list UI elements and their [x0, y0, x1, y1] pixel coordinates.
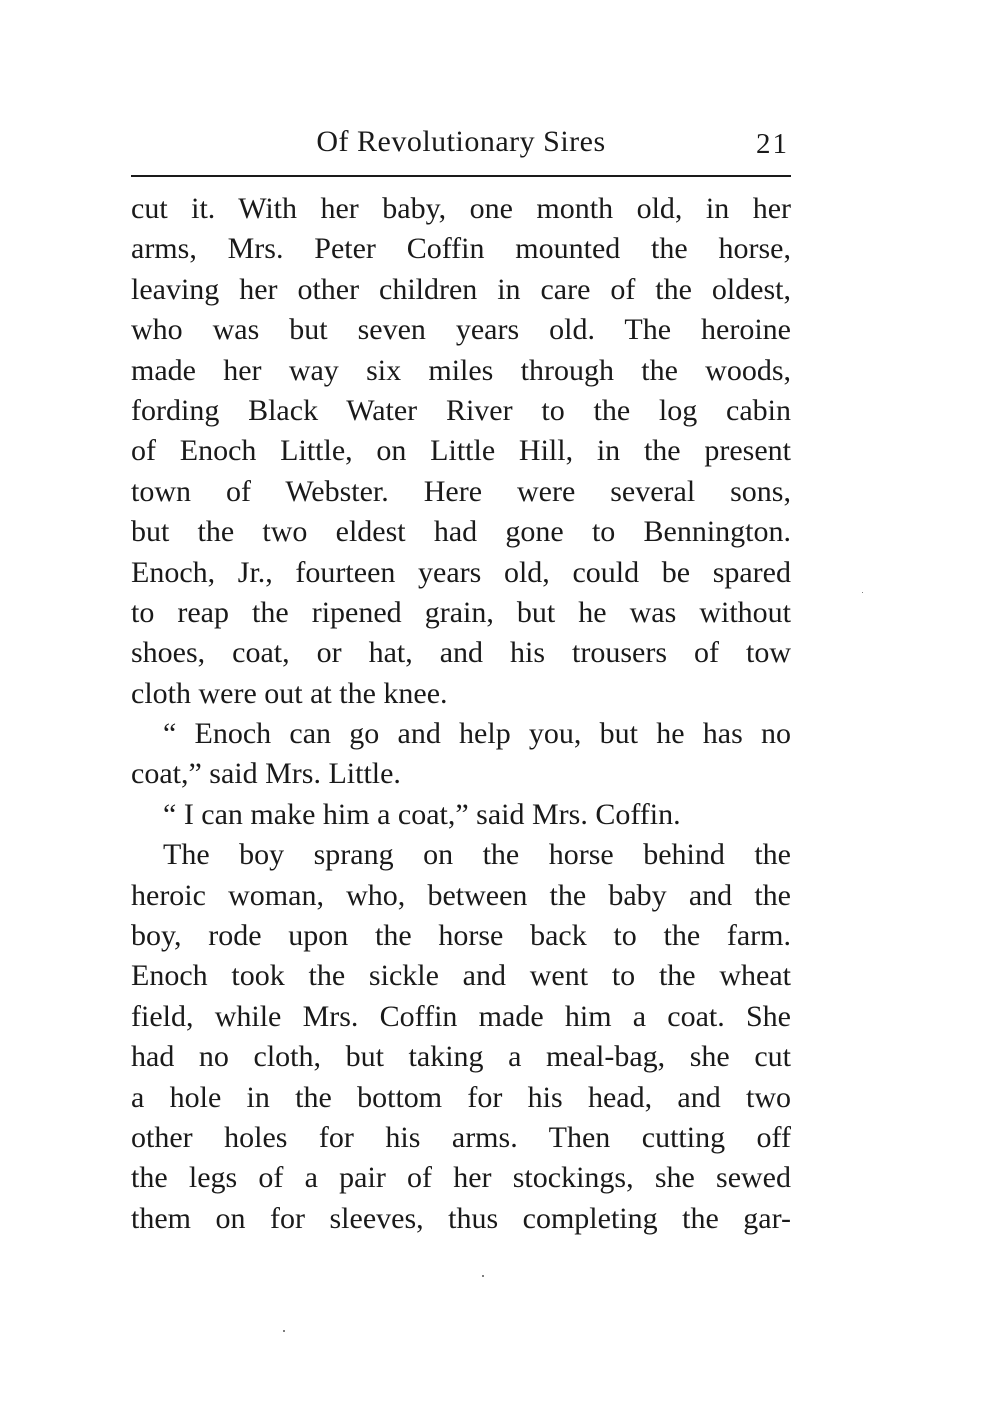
scan-speck — [283, 1330, 285, 1332]
running-title: Of Revolutionary Sires — [316, 125, 606, 158]
text-line: coat,” said Mrs. Little. — [131, 757, 401, 791]
text-line: other holes for his arms. Then cutting off — [131, 1120, 791, 1154]
text-line: to reap the ripened grain, but he was without — [131, 595, 791, 629]
scan-speck — [482, 1275, 484, 1277]
text-line: who was but seven years old. The heroine — [131, 313, 791, 347]
text-line: “ I can make him a coat,” said Mrs. Coffin. — [163, 797, 681, 831]
page-number: 21 — [756, 128, 789, 160]
text-line: of Enoch Little, on Little Hill, in the present — [131, 434, 791, 468]
scan-speck — [862, 592, 863, 593]
text-line: Enoch, Jr., fourteen years old, could be spared — [131, 555, 791, 589]
text-line: field, while Mrs. Coffin made him a coat. She — [131, 999, 791, 1033]
text-line: them on for sleeves, thus completing the gar- — [131, 1201, 791, 1235]
running-head — [131, 118, 791, 162]
text-line: fording Black Water River to the log cabin — [131, 393, 791, 427]
text-line: cloth were out at the knee. — [131, 676, 448, 710]
text-line: town of Webster. Here were several sons, — [131, 474, 791, 508]
text-line: Enoch took the sickle and went to the wheat — [131, 959, 791, 993]
text-line: cut it. With her baby, one month old, in her — [131, 192, 791, 225]
text-line: “ Enoch can go and help you, but he has no — [163, 717, 791, 751]
body-text — [131, 189, 791, 1239]
text-line: arms, Mrs. Peter Coffin mounted the horse, — [131, 232, 791, 266]
text-line: leaving her other children in care of the oldest, — [131, 272, 791, 306]
text-line: but the two eldest had gone to Bennington. — [131, 515, 791, 549]
header-rule — [131, 175, 791, 177]
text-line: the legs of a pair of her stockings, she sewed — [131, 1161, 791, 1195]
text-line: made her way six miles through the woods, — [131, 353, 791, 387]
text-line: a hole in the bottom for his head, and two — [131, 1080, 791, 1114]
text-line: boy, rode upon the horse back to the farm. — [131, 919, 791, 953]
text-line: heroic woman, who, between the baby and the — [131, 878, 791, 912]
text-line: shoes, coat, or hat, and his trousers of tow — [131, 636, 791, 670]
text-line: had no cloth, but taking a meal-bag, she cut — [131, 1040, 791, 1074]
text-line: The boy sprang on the horse behind the — [163, 838, 791, 872]
